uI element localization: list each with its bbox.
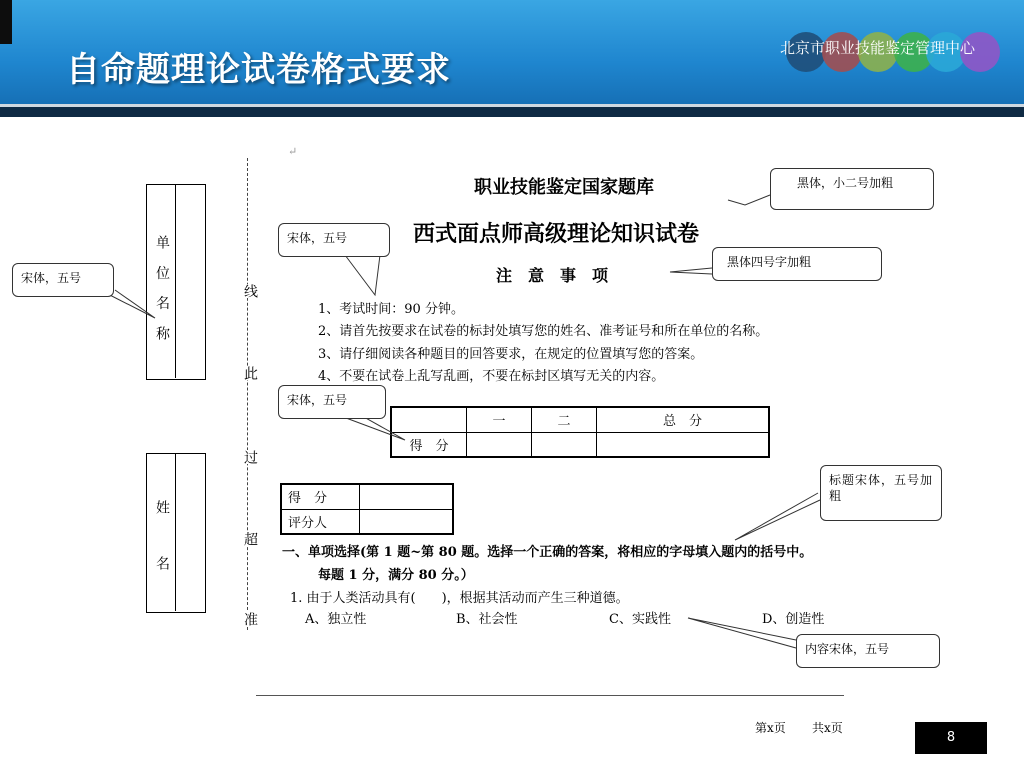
option: D、创造性 bbox=[762, 612, 825, 627]
seal-line-char: 超 bbox=[242, 532, 258, 546]
callout-songti-wuhao: 宋体，五号 bbox=[278, 223, 390, 257]
seal-unit-divider bbox=[175, 184, 176, 378]
pointer-line bbox=[735, 493, 820, 540]
score-header-cell bbox=[391, 407, 467, 432]
notes-heading: 注 意 事 项 bbox=[496, 266, 609, 285]
pointer-line bbox=[345, 255, 380, 295]
callout-songti-wuhao-2: 宋体，五号 bbox=[278, 385, 386, 419]
seal-line-char: 过 bbox=[242, 450, 258, 464]
option: A、独立性 bbox=[305, 612, 367, 627]
callout-content-songti: 内容宋体，五号 bbox=[796, 634, 940, 668]
pointer-line bbox=[728, 195, 770, 205]
grader-row-label: 得 分 bbox=[281, 484, 360, 509]
note-line: 1、考试时间：90 分钟。 bbox=[318, 302, 464, 317]
grader-row-label: 评分人 bbox=[281, 509, 360, 534]
section-title: 一、单项选择(第 1 题~第 80 题。选择一个正确的答案，将相应的字母填入题内的括号中。 bbox=[282, 545, 813, 560]
score-cell bbox=[596, 432, 769, 457]
header-corner-mark bbox=[0, 0, 12, 44]
callout-title-songti: 标题宋体，五号加粗 bbox=[820, 465, 942, 521]
question-text: 1. 由于人类活动具有( )，根据其活动而产生三种道德。 bbox=[290, 591, 629, 606]
section-title-cont: 每题 1 分，满分 80 分。） bbox=[318, 568, 474, 583]
note-line: 3、请仔细阅读各种题目的回答要求，在规定的位置填写您的答案。 bbox=[318, 347, 704, 362]
header-underline-bar bbox=[0, 104, 1024, 117]
seal-line-char: 准 bbox=[242, 612, 258, 626]
org-name: 北京市职业技能鉴定管理中心 bbox=[780, 39, 976, 57]
return-mark: ↵ bbox=[288, 145, 298, 158]
score-row-label: 得 分 bbox=[391, 432, 467, 457]
footer-line bbox=[256, 695, 844, 696]
footer-total: 共x页 bbox=[812, 721, 843, 735]
score-header-cell: 一 bbox=[467, 407, 532, 432]
seal-name-divider bbox=[175, 453, 176, 611]
footer-page: 第x页 bbox=[755, 721, 786, 735]
note-line: 2、请首先按要求在试卷的标封处填写您的姓名、准考证号和所在单位的名称。 bbox=[318, 324, 769, 339]
seal-dashed-line bbox=[247, 158, 248, 630]
bank-title: 职业技能鉴定国家题库 bbox=[474, 177, 654, 198]
slide-title: 自命题理论试卷格式要求 bbox=[66, 50, 451, 90]
seal-name-label: 姓 名 bbox=[154, 500, 170, 584]
option: B、社会性 bbox=[456, 612, 518, 627]
score-table bbox=[390, 406, 770, 458]
score-header-cell: 二 bbox=[531, 407, 596, 432]
pointer-line bbox=[670, 268, 712, 274]
seal-unit-label: 单 位 名 称 bbox=[154, 235, 170, 347]
score-header-cell: 总 分 bbox=[596, 407, 769, 432]
callout-heiti-sihao: 黑体四号字加粗 bbox=[712, 247, 882, 281]
note-line: 4、不要在试卷上乱写乱画，不要在标封区填写无关的内容。 bbox=[318, 369, 665, 384]
score-cell bbox=[531, 432, 596, 457]
score-cell bbox=[467, 432, 532, 457]
seal-line-char: 线 bbox=[242, 284, 258, 298]
grader-cell bbox=[360, 484, 454, 509]
callout-songti-wuhao-left: 宋体，五号 bbox=[12, 263, 114, 297]
seal-line-char: 此 bbox=[242, 366, 258, 380]
callout-heiti-xiaoer: 黑体，小二号加粗 bbox=[770, 168, 934, 210]
grader-cell bbox=[360, 509, 454, 534]
slide-number: 8 bbox=[915, 722, 987, 754]
option: C、实践性 bbox=[609, 612, 671, 627]
exam-title: 西式面点师高级理论知识试卷 bbox=[413, 222, 700, 247]
grader-table bbox=[280, 483, 454, 535]
